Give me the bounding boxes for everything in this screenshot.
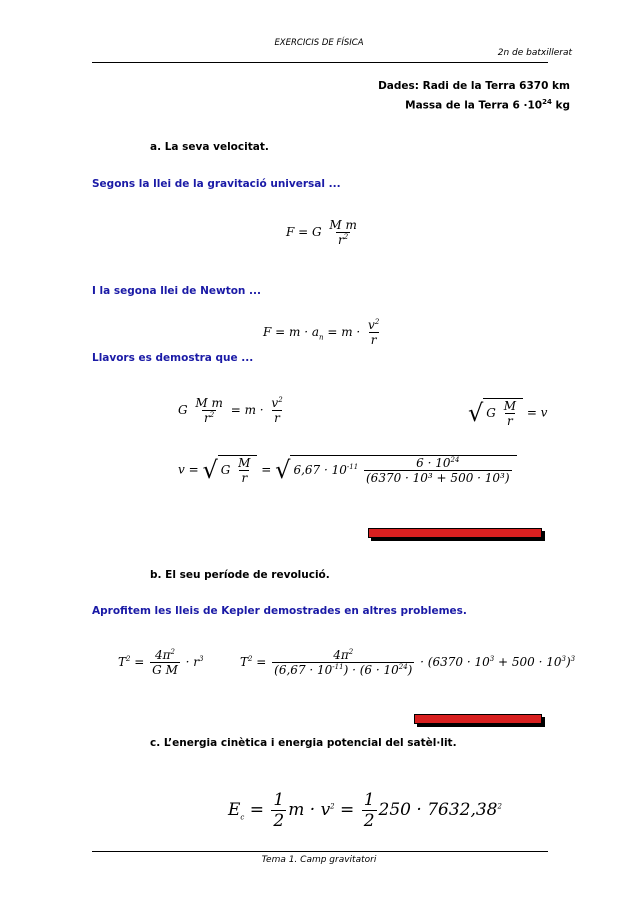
step-newton: I la segona llei de Newton ... bbox=[92, 285, 262, 297]
header-subtitle: 2n de batxillerat bbox=[497, 48, 572, 58]
header-rule bbox=[92, 62, 548, 63]
eq-kepler-law: $T^2$ = $\frac{4\pi^2}{\text{G M}}$ · $r^3$ bbox=[118, 648, 204, 677]
footer-rule bbox=[92, 851, 548, 852]
part-a-label: a. La seva velocitat. bbox=[150, 141, 269, 153]
dades-radi: Dades: Radi de la Terra 6370 km bbox=[378, 80, 570, 92]
header-title: EXERCICIS DE FÍSICA bbox=[274, 38, 364, 48]
part-b-label: b. El seu període de revolució. bbox=[150, 569, 330, 581]
step-demonstrate: Llavors es demostra que ... bbox=[92, 352, 254, 364]
dades-massa: Massa de la Terra $6 \cdot 10^{24}$ kg bbox=[405, 98, 570, 112]
eq-velocity-formula: √ G $\frac{M}{r}$ = v bbox=[468, 399, 548, 428]
result-velocity-box bbox=[368, 528, 542, 538]
footer-text: Tema 1. Camp gravitatori bbox=[261, 855, 377, 865]
eq-period-substitution: $T^2$ = $\frac{4\pi^2}{(6,67 \cdot 10^{-11}) \cdot (6 \cdot 10^{24})}$ · $(6370 \cdot 10^3 + 500 \cdot 10^3)^3$ bbox=[240, 648, 576, 677]
result-period-box bbox=[414, 714, 542, 724]
eq-kinetic-energy: $E_c$ = $\frac{1}{2}$ $m \cdot v^2$ = $\frac{1}{2}$ $250 \cdot 7632,38^2$ bbox=[228, 790, 502, 831]
step-gravitation: Segons la llei de la gravitació universal ... bbox=[92, 178, 341, 190]
eq-velocity-substitution: v = √ G $\frac{M}{r}$ = √ $6,67 \cdot 10^{-11}$ $\frac{6 \cdot 10^{24}}{\text{(6370 · 10³ + 500 · 10³)}}$ bbox=[178, 455, 517, 485]
eq-equality: G $\frac{\text{M m}}{r^2}$ = m · $\frac{v^2}{r}$ bbox=[178, 396, 283, 425]
part-c-label: c. L’energia cinètica i energia potencial del satèl·lit. bbox=[150, 737, 457, 749]
eq-gravitation-law: F = G $\frac{\text{M m}}{r^2}$ bbox=[286, 218, 357, 247]
eq-newton-law: $F = m \cdot a_n = m$ · $\frac{v^2}{r}$ bbox=[263, 318, 380, 347]
step-kepler: Aprofitem les lleis de Kepler demostrades en altres problemes. bbox=[92, 605, 467, 617]
